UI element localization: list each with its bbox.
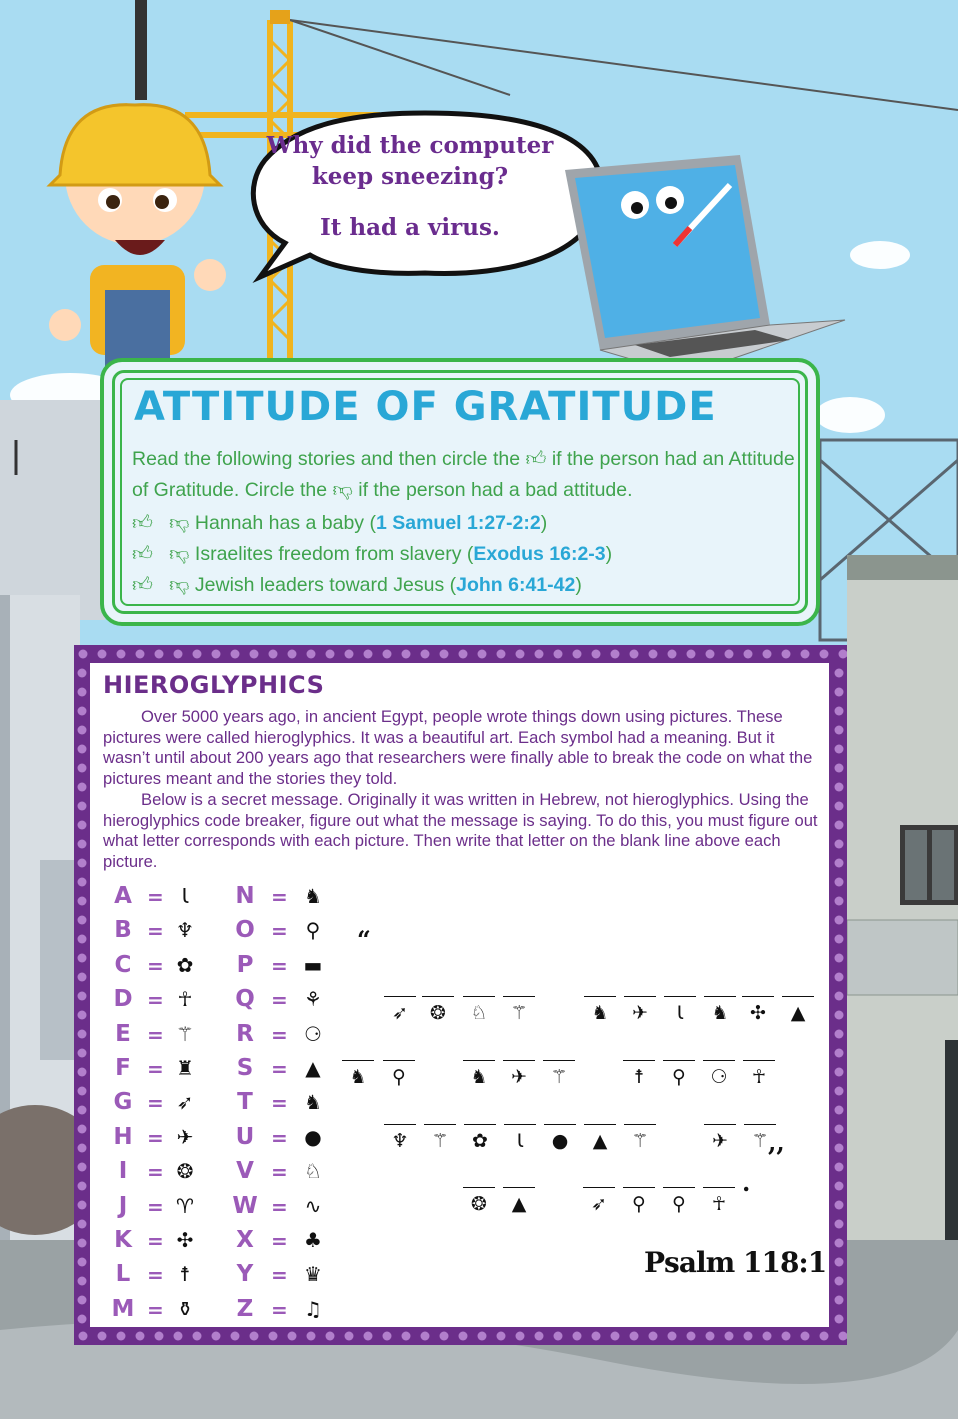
- scripture-reference: John 6:41-42: [456, 574, 576, 596]
- thumbs-down-icon[interactable]: 👎︎: [169, 512, 190, 534]
- hieroglyphics-instructions: [103, 707, 825, 873]
- answer-blank[interactable]: [703, 1187, 735, 1188]
- key-letter: M: [111, 1295, 135, 1322]
- hieroglyph-icon: ⚱: [176, 1296, 194, 1321]
- answer-blank[interactable]: [624, 1124, 656, 1125]
- hieroglyph-icon: ♞: [304, 884, 322, 908]
- key-letter: F: [115, 1055, 131, 1081]
- hieroglyph-icon: ❂: [430, 1002, 446, 1024]
- key-letter: R: [236, 1020, 254, 1047]
- thumbs-down-icon[interactable]: 👎︎: [169, 574, 190, 596]
- answer-blank[interactable]: [663, 1060, 695, 1061]
- psalm-reference: Psalm 118:1: [644, 1246, 827, 1279]
- key-equals: =: [271, 1263, 288, 1288]
- answer-blank[interactable]: [504, 1124, 536, 1125]
- hieroglyph-icon: ⚚: [550, 1066, 568, 1088]
- key-equals: =: [271, 1091, 288, 1116]
- key-letter: T: [237, 1089, 253, 1116]
- answer-blank[interactable]: [544, 1124, 576, 1125]
- hieroglyph-icon: ✿: [176, 952, 194, 977]
- hieroglyph-icon: ✿: [472, 1130, 488, 1152]
- answer-blank[interactable]: [503, 1060, 535, 1061]
- hieroglyph-icon: ✈: [632, 1002, 648, 1024]
- hieroglyph-icon: ●: [304, 1124, 322, 1149]
- hieroglyph-icon: ⚘: [304, 987, 322, 1012]
- hieroglyph-icon: ▲: [790, 1002, 806, 1024]
- hieroglyph-icon: ⚲: [632, 1193, 646, 1215]
- hieroglyph-icon: ☨: [179, 1262, 191, 1287]
- thumbs-down-icon: 👎︎: [332, 479, 353, 501]
- hieroglyph-icon: ♈: [176, 1193, 194, 1218]
- key-letter: L: [115, 1261, 131, 1288]
- answer-blank[interactable]: [742, 996, 774, 997]
- hieroglyph-icon: ➶: [176, 1090, 194, 1115]
- answer-blank[interactable]: [503, 1187, 535, 1188]
- key-letter: C: [114, 951, 132, 978]
- hieroglyph-icon: ➶: [392, 1002, 408, 1024]
- answer-blank[interactable]: [623, 1060, 655, 1061]
- hieroglyph-icon: ✈: [511, 1066, 527, 1088]
- hieroglyph-icon: ▬: [303, 952, 323, 977]
- hieroglyph-icon: ✈: [712, 1130, 728, 1152]
- key-letter: Z: [236, 1295, 254, 1322]
- hieroglyph-icon: ☥: [751, 1066, 767, 1088]
- key-equals: =: [147, 1091, 164, 1116]
- hieroglyph-icon: ♞: [349, 1066, 367, 1088]
- scripture-reference: 1 Samuel 1:27-2:2: [375, 512, 541, 534]
- key-equals: =: [271, 988, 288, 1013]
- key-equals: =: [147, 1194, 164, 1219]
- building-left: [0, 400, 105, 620]
- key-equals: =: [147, 1057, 164, 1081]
- hieroglyph-icon: ♞: [711, 1002, 729, 1024]
- hieroglyph-icon: ⚚: [510, 1002, 528, 1024]
- instructions-part1: Read the following stories and then circle the: [132, 448, 521, 470]
- answer-blank[interactable]: [383, 1060, 415, 1061]
- hieroglyph-icon: ▲: [305, 1056, 321, 1080]
- answer-blank[interactable]: [384, 1124, 416, 1125]
- answer-blank[interactable]: [782, 996, 814, 997]
- thumbs-up-icon[interactable]: 👍︎: [132, 512, 153, 534]
- key-letter: E: [115, 1020, 131, 1047]
- key-equals: =: [147, 885, 164, 909]
- key-letter: B: [114, 917, 132, 944]
- hieroglyph-icon: ⚚: [431, 1130, 449, 1152]
- key-equals: =: [271, 1194, 288, 1219]
- end-period: .: [742, 1168, 751, 1197]
- answer-blank[interactable]: [503, 996, 535, 997]
- hieroglyph-icon: ♞: [591, 1002, 609, 1024]
- hieroglyph-icon: ⚲: [392, 1066, 406, 1088]
- joke-question-line1: Why did the computer: [266, 132, 554, 159]
- answer-blank[interactable]: [584, 996, 616, 997]
- hieroglyph-icon: ❂: [176, 1159, 194, 1184]
- hieroglyph-icon: ♘: [470, 1002, 488, 1024]
- hieroglyphics-paragraph-2: Below is a secret message. Originally it was written in Hebrew, not hieroglyphics. Using the hieroglyphics code breaker, figure out what the message is saying. To do this, you must figure out what letter corresponds with each picture. Then write that letter on the blank line above each picture.: [103, 789, 818, 871]
- hieroglyph-icon: ✣: [750, 1002, 766, 1024]
- construction-kid-illustration: [35, 90, 235, 390]
- answer-blank[interactable]: [663, 1187, 695, 1188]
- answer-blank[interactable]: [543, 1060, 575, 1061]
- key-letter: S: [236, 1055, 254, 1081]
- key-equals: =: [271, 1057, 288, 1081]
- key-equals: =: [147, 1125, 164, 1150]
- hieroglyph-icon: ♛: [304, 1262, 322, 1287]
- answer-blank[interactable]: [704, 1124, 736, 1125]
- hieroglyph-icon: ⚚: [631, 1130, 649, 1152]
- key-equals: =: [147, 1022, 164, 1047]
- key-letter: D: [113, 986, 133, 1013]
- hieroglyph-icon: ⚚: [176, 1021, 194, 1046]
- hieroglyph-icon: ✣: [176, 1228, 194, 1252]
- key-equals: =: [271, 1297, 288, 1322]
- key-equals: =: [271, 1160, 288, 1185]
- answer-blank[interactable]: [384, 996, 416, 997]
- key-equals: =: [271, 1125, 288, 1150]
- key-equals: =: [271, 885, 288, 909]
- key-letter: G: [113, 1089, 133, 1116]
- joke-answer: It had a virus.: [320, 214, 500, 241]
- answer-blank[interactable]: [424, 1124, 456, 1125]
- answer-blank[interactable]: [463, 1060, 495, 1061]
- hieroglyph-icon: ⚆: [710, 1066, 728, 1088]
- hieroglyph-icon: ●: [551, 1130, 569, 1152]
- gratitude-title: ATTITUDE OF GRATITUDE: [134, 384, 717, 430]
- key-letter: U: [235, 1123, 255, 1150]
- story-text: Hannah has a baby (: [194, 512, 376, 534]
- hieroglyph-icon: ♆: [176, 918, 194, 943]
- answer-blank[interactable]: [744, 1124, 776, 1125]
- hieroglyph-icon: ▲: [511, 1193, 527, 1215]
- joke-text: [260, 130, 560, 243]
- hieroglyph-icon: ⚆: [304, 1021, 322, 1046]
- hieroglyph-icon: Ɩ: [516, 1130, 524, 1152]
- close-quote: ,,: [768, 1128, 785, 1157]
- key-letter: O: [235, 917, 255, 944]
- key-equals: =: [147, 919, 164, 944]
- key-letter: P: [236, 951, 254, 978]
- key-letter: Y: [236, 1261, 254, 1288]
- open-quote: “: [357, 925, 371, 954]
- hieroglyph-icon: ☨: [633, 1066, 645, 1088]
- crane-cable: [135, 0, 147, 100]
- thumbs-up-icon[interactable]: 👍︎: [132, 574, 153, 596]
- hieroglyph-icon: ⚲: [672, 1193, 686, 1215]
- answer-blank[interactable]: [584, 1124, 616, 1125]
- key-letter: V: [236, 1158, 254, 1185]
- key-letter: Q: [235, 986, 255, 1013]
- hieroglyphics-paragraph-1: Over 5000 years ago, in ancient Egypt, people wrote things down using pictures. These pictures were called hieroglyphics. It was a beautiful art. Each symbol had a meaning. But it wasn’t until about 200 years ago that researchers were finally able to break the code on what the pictures meant and the stories they told.: [103, 707, 813, 789]
- answer-blank[interactable]: [624, 996, 656, 997]
- sick-laptop-illustration: [540, 150, 850, 380]
- hieroglyph-icon: ∿: [304, 1193, 322, 1218]
- key-equals: =: [271, 919, 288, 944]
- story-item: 👍︎ 👎︎ Hannah has a baby (1 Samuel 1:27-2:2): [132, 512, 548, 534]
- key-letter: K: [114, 1227, 132, 1253]
- key-equals: =: [147, 953, 164, 978]
- story-item: 👍︎ 👎︎ Jewish leaders toward Jesus (John 6:41-42): [132, 574, 582, 596]
- hieroglyph-icon: Ɩ: [676, 1002, 684, 1024]
- key-equals: =: [271, 953, 288, 978]
- key-equals: =: [147, 1263, 164, 1288]
- hieroglyph-icon: ➶: [591, 1193, 607, 1215]
- hieroglyph-icon: ♜: [176, 1056, 194, 1080]
- key-equals: =: [147, 988, 164, 1013]
- key-equals: =: [271, 1229, 288, 1253]
- key-equals: =: [271, 1022, 288, 1047]
- answer-blank[interactable]: [623, 1187, 655, 1188]
- answer-blank[interactable]: [342, 1060, 374, 1061]
- answer-blank[interactable]: [463, 1187, 495, 1188]
- hieroglyph-icon: Ɩ: [181, 884, 189, 908]
- hieroglyph-icon: ♆: [391, 1130, 409, 1152]
- hieroglyph-icon: ▲: [592, 1130, 608, 1152]
- story-text: Jewish leaders toward Jesus (: [194, 574, 457, 596]
- story-text: Israelites freedom from slavery (: [194, 543, 474, 565]
- hieroglyph-icon: ♫: [304, 1296, 322, 1321]
- key-letter: N: [235, 883, 255, 909]
- hieroglyph-icon: ♣: [304, 1228, 322, 1252]
- hieroglyph-icon: ♘: [304, 1159, 322, 1184]
- key-letter: H: [113, 1123, 133, 1150]
- hieroglyph-icon: ⚚: [751, 1130, 769, 1152]
- hieroglyph-icon: ✈: [176, 1124, 194, 1149]
- hieroglyph-icon: ⚲: [305, 918, 321, 943]
- hieroglyphics-title: HIEROGLYPHICS: [103, 671, 325, 699]
- key-equals: =: [147, 1160, 164, 1185]
- key-letter: J: [118, 1192, 128, 1219]
- key-equals: =: [147, 1297, 164, 1322]
- instructions-part2: if the person had an Attitude of Gratitude. Circle the: [132, 448, 795, 501]
- thumbs-up-icon: 👍︎: [525, 448, 547, 470]
- thumbs-up-icon[interactable]: 👍︎: [132, 543, 153, 565]
- hieroglyph-icon: ❂: [471, 1193, 487, 1215]
- answer-blank[interactable]: [422, 996, 454, 997]
- answer-blank[interactable]: [704, 996, 736, 997]
- hieroglyph-icon: ♞: [304, 1090, 322, 1115]
- instructions-part3: if the person had a bad attitude.: [358, 479, 633, 501]
- key-equals: =: [147, 1229, 164, 1253]
- key-letter: I: [118, 1158, 128, 1185]
- answer-blank[interactable]: [464, 1124, 496, 1125]
- joke-question-line2: keep sneezing?: [311, 163, 509, 190]
- answer-blank[interactable]: [743, 1060, 775, 1061]
- answer-blank[interactable]: [463, 996, 495, 997]
- answer-blank[interactable]: [583, 1187, 615, 1188]
- story-item: 👍︎ 👎︎ Israelites freedom from slavery (Exodus 16:2-3): [132, 543, 613, 565]
- key-letter: A: [114, 883, 132, 909]
- scripture-reference: Exodus 16:2-3: [473, 543, 606, 565]
- key-letter: W: [232, 1192, 258, 1219]
- answer-blank[interactable]: [703, 1060, 735, 1061]
- hieroglyph-icon: ⚲: [672, 1066, 686, 1088]
- answer-blank[interactable]: [664, 996, 696, 997]
- gratitude-instructions: [132, 444, 802, 506]
- hieroglyph-icon: ☥: [177, 987, 193, 1012]
- hieroglyph-icon: ☥: [711, 1193, 727, 1215]
- key-letter: X: [236, 1227, 254, 1253]
- thumbs-down-icon[interactable]: 👎︎: [169, 543, 190, 565]
- hieroglyph-icon: ♞: [470, 1066, 488, 1088]
